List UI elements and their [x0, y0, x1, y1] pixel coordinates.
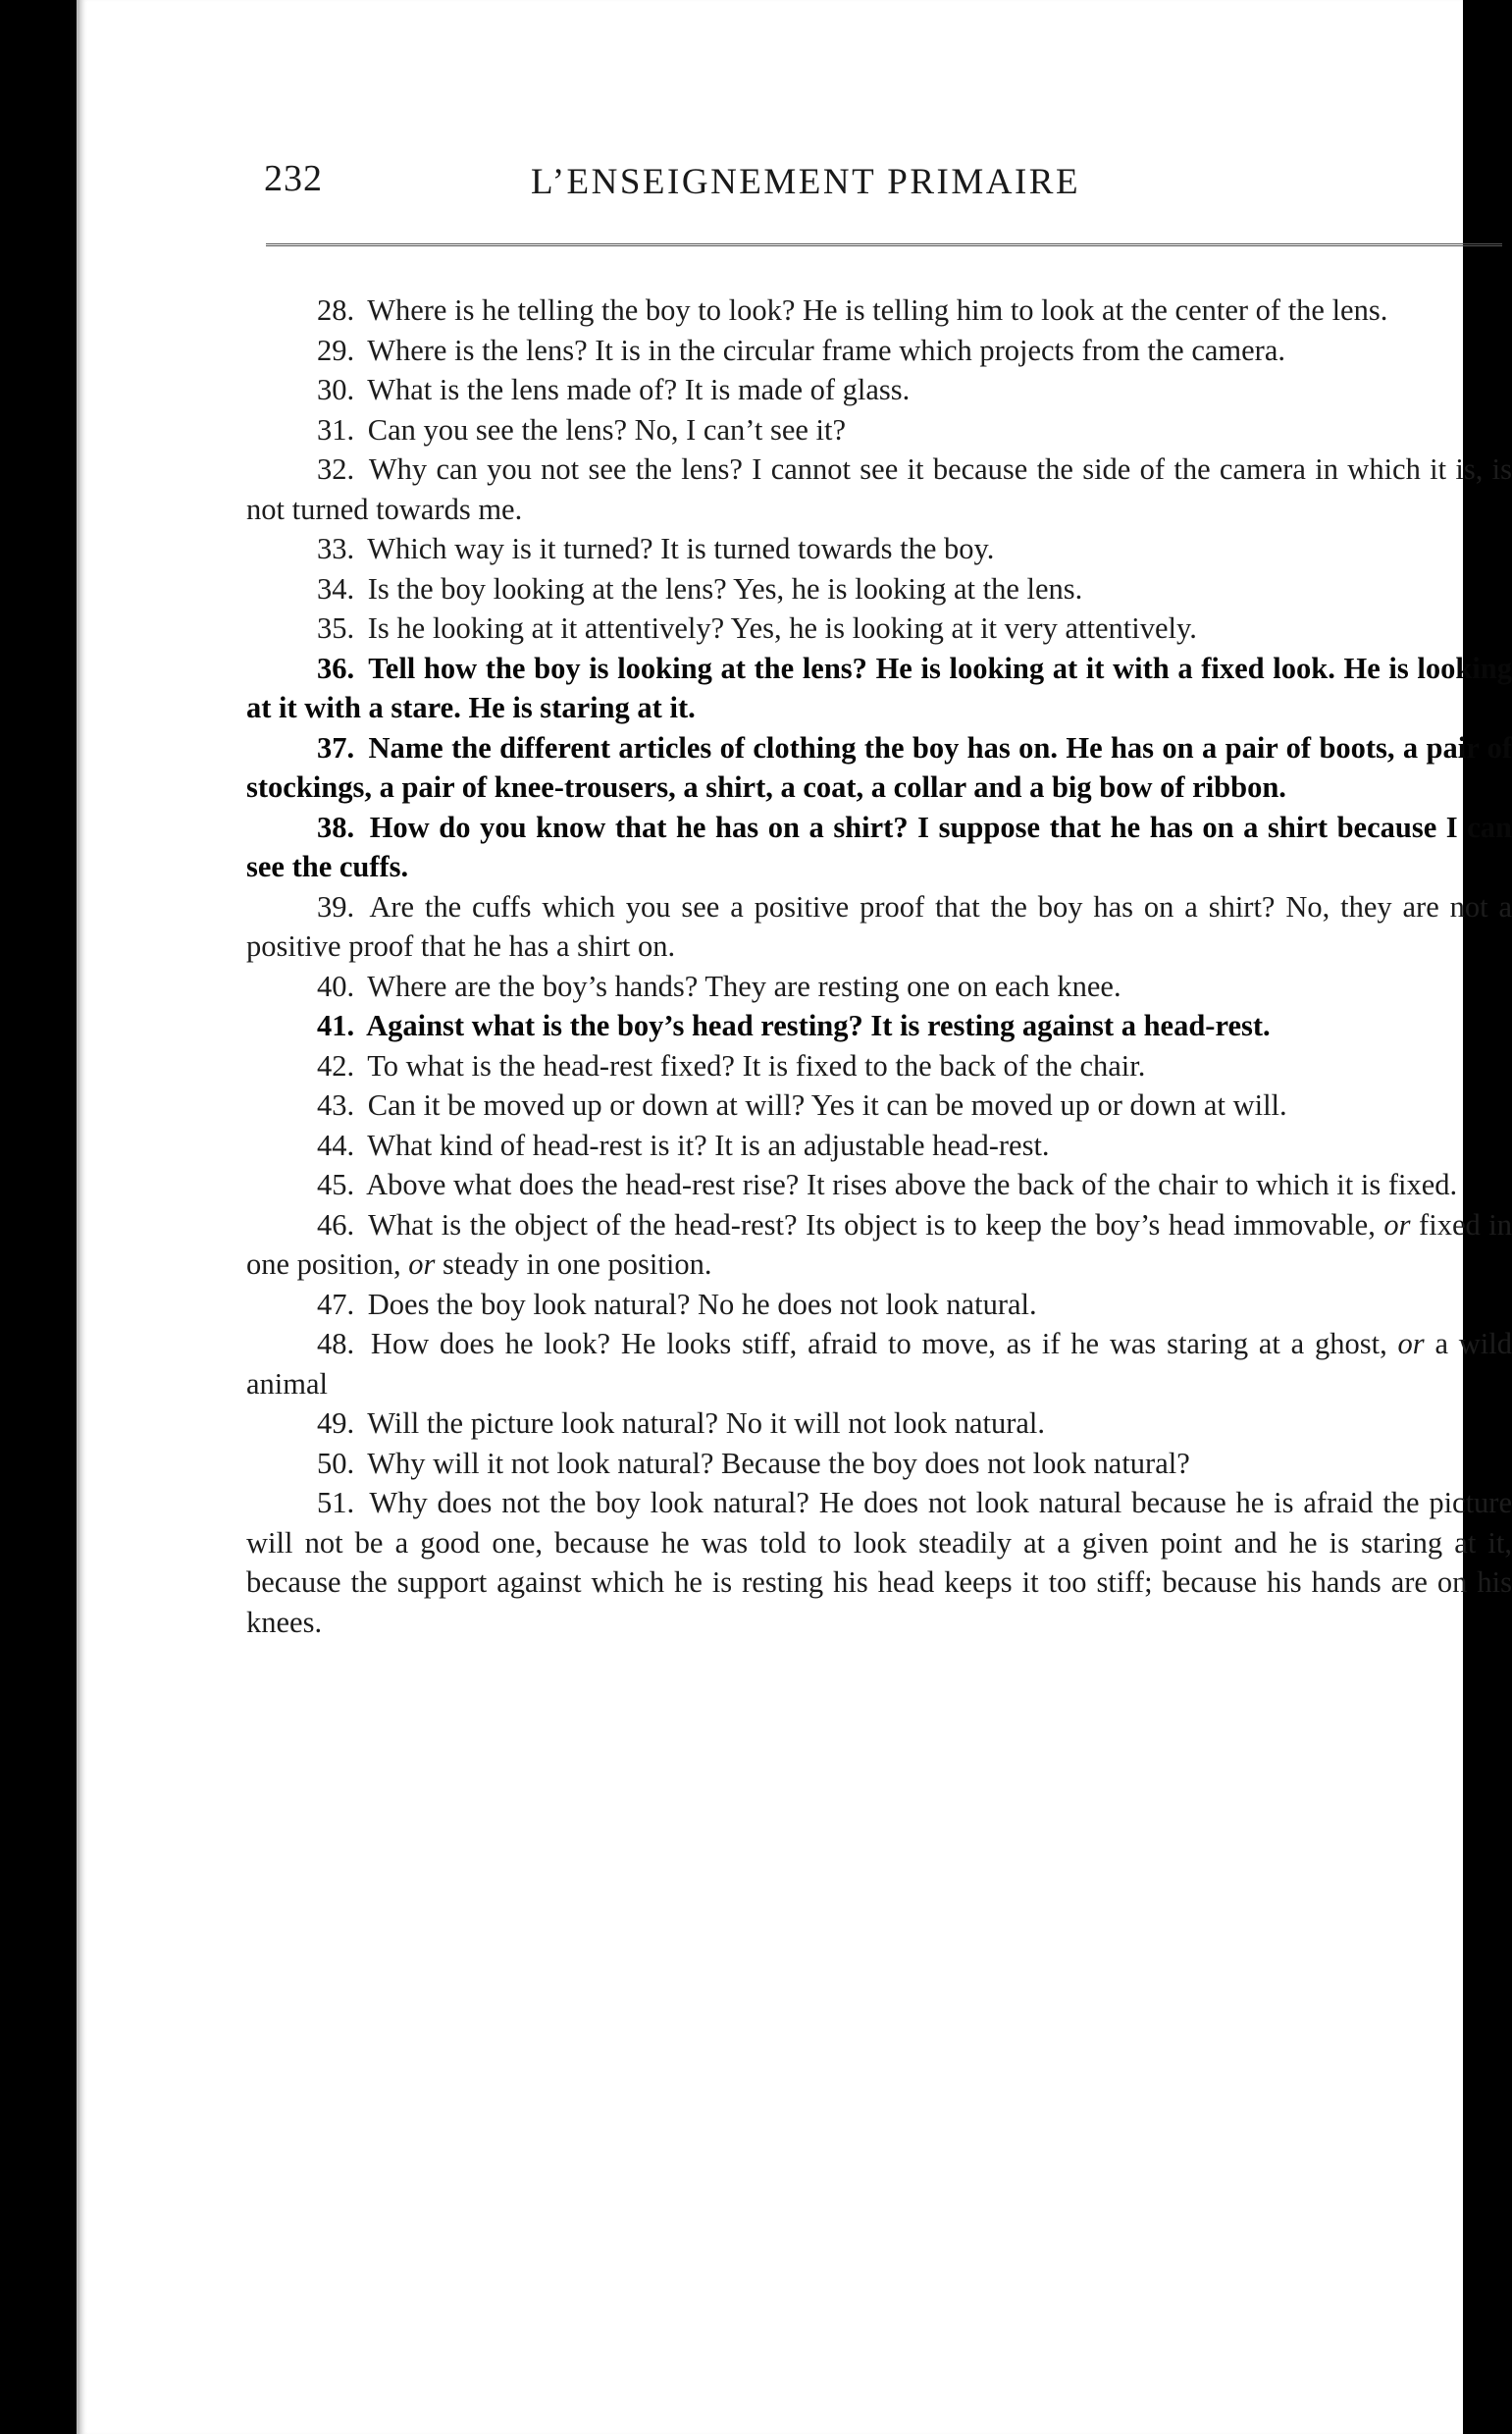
qa-item-30: 30. What is the lens made of? It is made of glass. — [317, 373, 911, 406]
qa-item-28: 28. Where is he telling the boy to look? He is telling him to look at the center of the lens. — [317, 293, 1388, 327]
qa-item-39: 39. Are the cuffs which you see a positive proof that the boy has on a shirt? No, they are not a positive proof that he has a shirt on. — [246, 889, 1512, 963]
qa-item-42: 42. To what is the head-rest fixed? It is fixed to the back of the chair. — [317, 1048, 1146, 1083]
qa-item-37: 37. Name the different articles of clothing the boy has on. He has on a pair of boots, a pair of stockings, a pair of knee-trousers, a shirt, a coat, a collar and a big bow of ribbon. — [246, 730, 1512, 804]
qa-item-45: 45. Above what does the head-rest rise? It rises above the back of the chair to which it is fixed. — [317, 1168, 1458, 1201]
qa-item-38: 38. How do you know that he has on a shirt? I suppose that he has on a shirt because I can see the cuffs. — [246, 810, 1512, 883]
qa-item-33: 33. Which way is it turned? It is turned towards the boy. — [317, 532, 995, 565]
qa-item-44: 44. What kind of head-rest is it? It is an adjustable head-rest. — [317, 1128, 1050, 1162]
qa-item-36: 36. Tell how the boy is looking at the lens? He is looking at it with a fixed look. He is looking at it with a stare. He is staring at it. — [246, 651, 1512, 724]
qa-item-35: 35. Is he looking at it attentively? Yes, he is looking at it very attentively. — [317, 611, 1197, 645]
qa-item-43: 43. Can it be moved up or down at will? Yes it can be moved up or down at will. — [317, 1088, 1287, 1122]
header-rule — [266, 243, 1502, 246]
qa-item-31: 31. Can you see the lens? No, I can’t see it? — [317, 412, 847, 447]
qa-item-51: 51. Why does not the boy look natural? He does not look natural because he is afraid the picture will not be a good one, because he was told to look steadily at a given point and he is staring at it, because the support against which he is resting his head keeps it too stiff; because his hands are on his knees. — [246, 1486, 1512, 1639]
qa-item-49: 49. Will the picture look natural? No it will not look natural. — [317, 1406, 1045, 1440]
qa-item-41: 41. Against what is the boy’s head resting? It is resting against a head-rest. — [317, 1009, 1271, 1042]
page-header — [79, 157, 1208, 216]
qa-item-29: 29. Where is the lens? It is in the circular frame which projects from the camera. — [317, 333, 1285, 367]
qa-item-40: 40. Where are the boy’s hands? They are resting one on each knee. — [317, 969, 1121, 1003]
qa-item-32: 32. Why can you not see the lens? I cannot see it because the side of the camera in which it is, is not turned towards me. — [246, 452, 1512, 526]
qa-item-50: 50. Why will it not look natural? Because the boy does not look natural? — [317, 1446, 1190, 1480]
qa-item-34: 34. Is the boy looking at the lens? Yes, he is looking at the lens. — [317, 571, 1083, 606]
running-title: L’ENSEIGNEMENT PRIMAIRE — [531, 162, 1081, 202]
book-page — [77, 0, 1512, 2434]
qa-item-47: 47. Does the boy look natural? No he does not look natural. — [317, 1287, 1037, 1321]
qa-item-46: 46. What is the object of the head-rest? Its object is to keep the boy’s head immovable, or fixed in one position, or steady in one position. — [246, 1207, 1512, 1281]
qa-item-48: 48. How does he look? He looks stiff, afraid to move, as if he was staring at a ghost, or a wild animal — [246, 1327, 1512, 1401]
question-answer-list — [246, 291, 1512, 1642]
page-number: 232 — [264, 158, 323, 199]
